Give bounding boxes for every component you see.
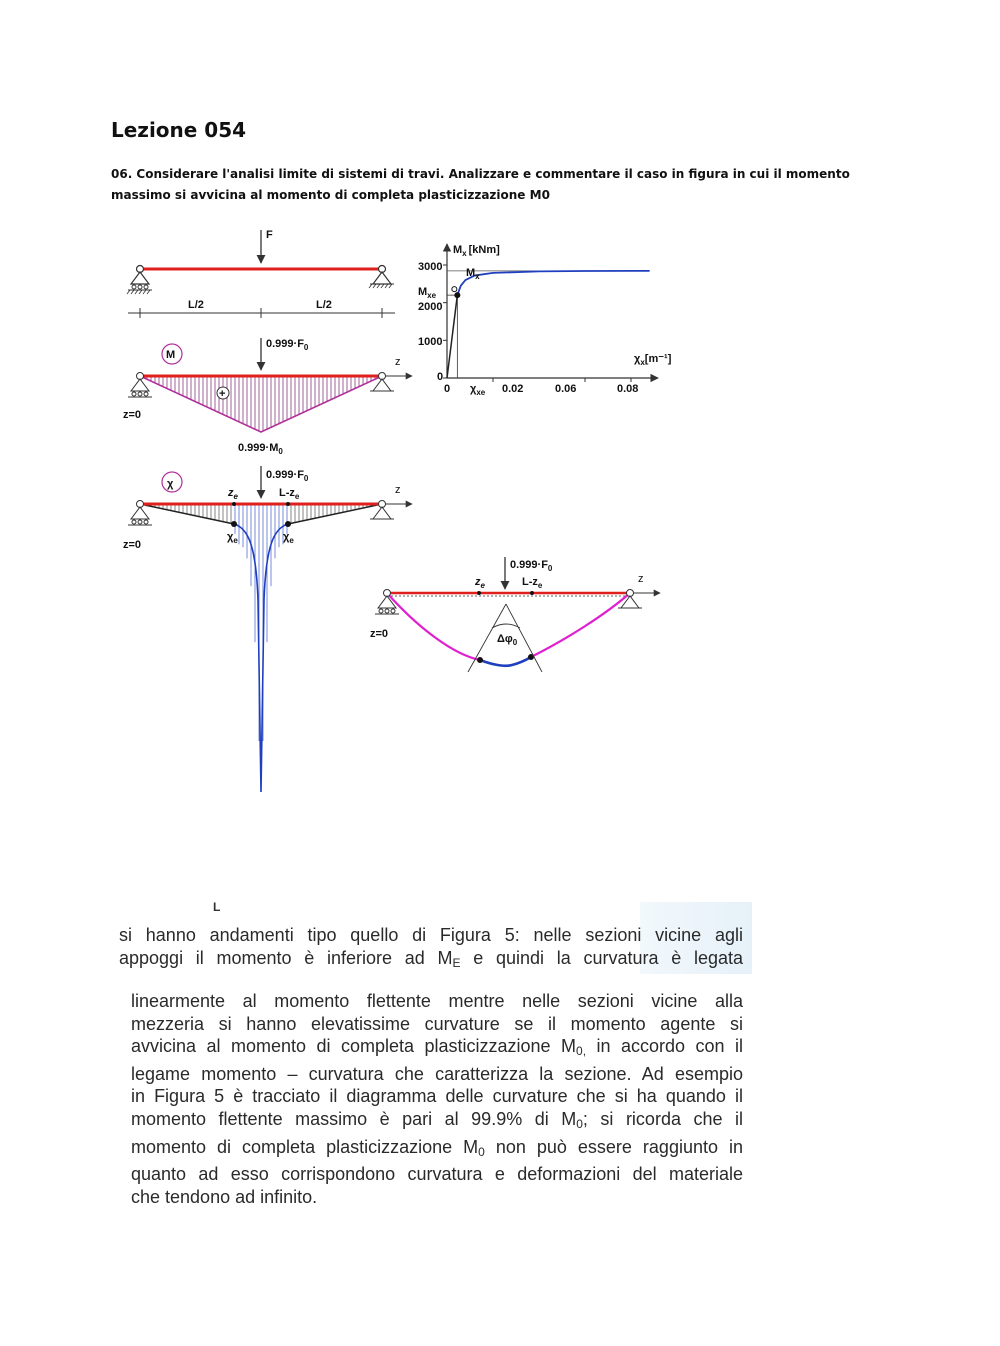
- para2-line-5: in Figura 5 è tracciato il diagramma delle curvature che si ha quando il: [131, 1086, 743, 1107]
- curvature-chi-right: $\chi_e$: [283, 531, 294, 545]
- para2-line-7: momento di completa plasticizzazione $M_0$ non può essere raggiunto in: [131, 1136, 743, 1159]
- chart-chixe-label: $\chi_{xe}$: [470, 383, 486, 397]
- plastic-branch: [457, 271, 649, 295]
- half-span-right: L/2: [316, 299, 332, 311]
- x-tick-008: 0.08: [617, 383, 639, 395]
- deformed-shape-diagram: [370, 557, 660, 672]
- elastic-branch: [447, 295, 457, 378]
- curvature-hatch: [143, 504, 379, 741]
- curvature-chi-left: $\chi_e$: [227, 531, 238, 545]
- simply-supported-beam: [127, 229, 395, 318]
- curvature-diagram: [123, 466, 412, 792]
- moment-sign: +: [219, 388, 226, 400]
- para1-line-1: si hanno andamenti tipo quello di Figura 5: nelle sezioni vicine agli: [119, 925, 743, 945]
- para2-line-9: che tendono ad infinito.: [131, 1186, 318, 1207]
- deformed-lze: $L-z_e$: [522, 576, 543, 590]
- body-paragraph-2: [131, 990, 743, 1208]
- curvature-lze: $L-z_e$: [279, 487, 300, 501]
- moment-badge: M: [166, 349, 176, 361]
- deformed-ze: $z_e$: [475, 576, 485, 590]
- curvature-axis-z: z: [395, 484, 401, 496]
- moment-origin: z=0: [123, 409, 142, 421]
- x-tick-002: 0.02: [502, 383, 524, 395]
- body-paragraph-1: [119, 924, 743, 974]
- moment-load-label: $0.999\cdot F_0$: [266, 338, 309, 352]
- curvature-load-label: $0.999\cdot F_0$: [266, 469, 309, 483]
- load-label: F: [266, 229, 273, 241]
- para2-line-1: linearmente al momento flettente mentre nelle sezioni vicine alla: [131, 991, 743, 1011]
- page-title: Lezione 054: [111, 118, 247, 142]
- deformed-rotation: $\Delta\varphi_0$: [497, 633, 518, 647]
- curvature-badge: χ: [167, 478, 174, 490]
- chart-ylabel: $M_x$ [kNm]: [453, 244, 500, 258]
- y-tick-1000: 1000: [418, 336, 443, 348]
- moment-peak: $0.999\cdot M_0$: [238, 442, 283, 456]
- moment-hatch: [143, 376, 379, 431]
- question-text: 06. Considerare l'analisi limite di sistemi di travi. Analizzare e commentare il caso in figura in cui il momento massimo si avvicina al momento di completa plasticizzazione M0: [111, 167, 850, 202]
- dimension-line: [128, 308, 395, 318]
- chart-ticks: [443, 265, 631, 382]
- moment-axis-z: z: [395, 356, 401, 368]
- x-tick-006: 0.06: [555, 383, 577, 395]
- curvature-ze: $z_e$: [228, 487, 238, 501]
- y-tick-2000: 2000: [418, 301, 443, 313]
- yield-point-marker: [452, 287, 457, 292]
- chart-xlabel: $\chi_x[m^{-1}]$: [634, 353, 672, 367]
- chart-mx-label: $M_x$: [466, 267, 480, 281]
- chart-mxe-label: $M_{xe}$: [418, 286, 437, 300]
- y-tick-3000: 3000: [418, 261, 443, 273]
- moment-curvature-chart: [418, 244, 672, 397]
- moment-diagram: [123, 338, 412, 456]
- para1-line-2: appoggi il momento è inferiore ad $M_E$ e quindi la curvatura è legata: [119, 947, 744, 970]
- deformed-axis-z: z: [638, 573, 644, 585]
- deformed-load-label: $0.999\cdot F_0$: [510, 559, 553, 573]
- yield-point: [454, 292, 460, 298]
- curvature-origin: z=0: [123, 539, 142, 551]
- para2-line-2: mezzeria si hanno elevatissime curvature se il momento agente si: [131, 1013, 743, 1034]
- deformed-origin: z=0: [370, 628, 389, 640]
- para2-line-4: legame momento – curvatura che caratterizza la sezione. Ad esempio: [131, 1063, 743, 1084]
- scan-mark: L: [213, 900, 221, 914]
- x-tick-0: 0: [444, 383, 451, 395]
- half-span-left: L/2: [188, 299, 204, 311]
- para2-line-8: quanto ad esso corrispondono curvatura e deformazioni del materiale: [131, 1164, 743, 1185]
- para2-line-3: avvicina al momento di completa plasticizzazione $M_{0,}$ in accordo con il: [131, 1036, 743, 1059]
- y-tick-0: 0: [437, 371, 444, 383]
- para2-line-6: momento flettente massimo è pari al 99.9% di $M_0$; si ricorda che il: [131, 1108, 743, 1131]
